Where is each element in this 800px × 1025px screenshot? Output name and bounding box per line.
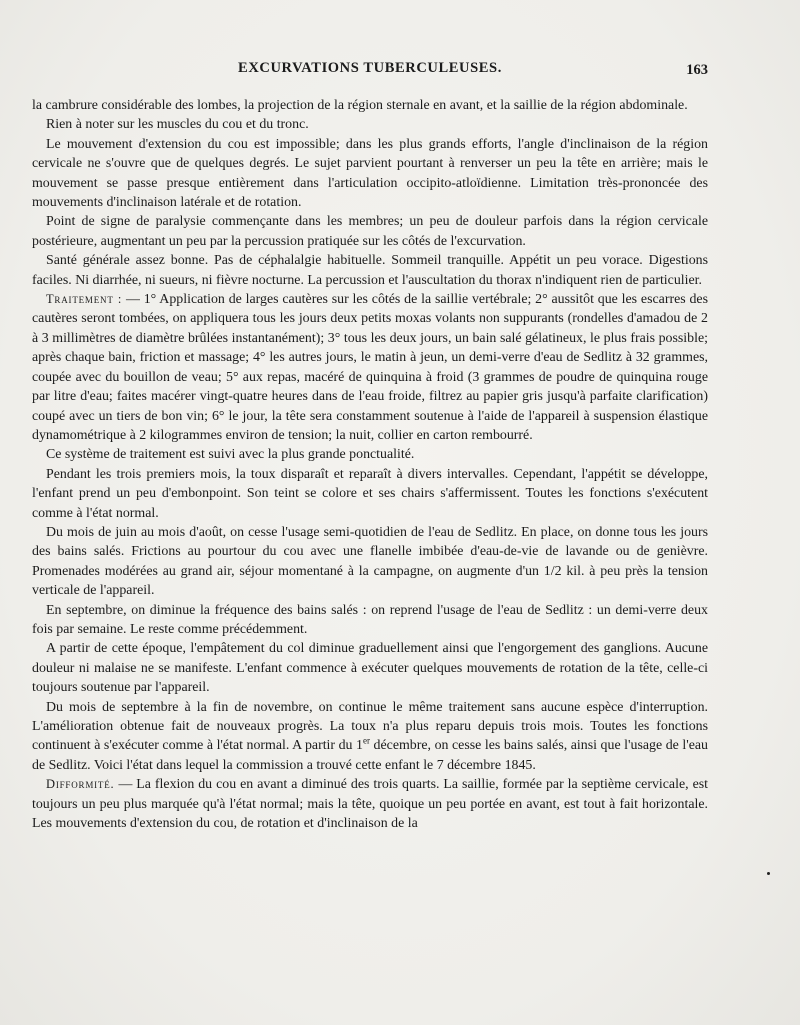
ink-speck bbox=[767, 872, 770, 875]
difformite-text: — La flexion du cou en avant a diminué des trois quarts. La saillie, formée par la septième cervicale, est toujours un peu plus marquée qu'à l'état normal; mais la tête, quoique un peu portée en avant, est tout à fait horizontale. Les mouvements d'extension du cou, de rotation et d'inclinaison de la bbox=[32, 777, 708, 832]
body-text bbox=[32, 96, 708, 833]
december-text-before: Du mois de septembre à la fin de novembre, on continue le même traitement sans aucune espèce d'interruption. L'amélioration obtenue fait de nouveaux progrès. La toux n'a plus reparu depuis trois mois. Toutes les fonctions continuent à s'exécuter comme à l'état normal. A partir du 1 bbox=[32, 699, 708, 754]
traitement-label: Traitement : bbox=[46, 292, 123, 307]
paragraph: la cambrure considérable des lombes, la projection de la région sternale en avant, et la saillie de la région abdominale. bbox=[32, 98, 688, 113]
page-header bbox=[32, 60, 708, 82]
paragraph: Ce système de traitement est suivi avec la plus grande ponctualité. bbox=[46, 447, 415, 463]
december-paragraph bbox=[32, 698, 708, 776]
paragraph: Du mois de juin au mois d'août, on cesse l'usage semi-quotidien de l'eau de Sedlitz. En place, on donne tous les jours des bains salés. Frictions au pourtour du cou avec une flanelle imbibée d'eau-de-vie de lavande ou de genièvre. Promenades modérées au grand air, séjour momentané à la campagne, on augmente d'un 1/2 kil. à peu près la tension verticale de l'appareil. bbox=[32, 524, 708, 599]
paragraph: Pendant les trois premiers mois, la toux disparaît et reparaît à divers intervalles. Cependant, l'appétit se développe, l'enfant prend un peu d'embonpoint. Son teint se colore et ses chairs s'affermissent. Toutes les fonctions s'exécutent comme à l'état normal. bbox=[32, 466, 708, 521]
page-number: 163 bbox=[686, 62, 708, 78]
difformite-label: Difformité. bbox=[46, 777, 115, 792]
paragraph: A partir de cette époque, l'empâtement du col diminue graduellement ainsi que l'engorgement des ganglions. Aucune douleur ni malaise ne se manifeste. L'enfant commence à exécuter quelques mouvements de rotation de la tête, celle-ci toujours soutenue par l'appareil. bbox=[32, 641, 708, 696]
traitement-paragraph bbox=[32, 290, 708, 445]
december-text-after: décembre, on cesse les bains salés, ainsi que l'usage de l'eau de Sedlitz. Voici l'état dans lequel la commission a trouvé cette enfant le 7 décembre 1845. bbox=[32, 738, 709, 773]
paragraph: En septembre, on diminue la fréquence des bains salés : on reprend l'usage de l'eau de Sedlitz : un demi-verre deux fois par semaine. Le reste comme précédemment. bbox=[32, 602, 708, 637]
ordinal-superscript: er bbox=[363, 735, 370, 746]
paragraph: Point de signe de paralysie commençante dans les membres; un peu de douleur parfois dans la région cervicale postérieure, augmentant un peu par la percussion pratiquée sur les côtés de l'excurvation. bbox=[32, 214, 708, 249]
running-title: EXCURVATIONS TUBERCULEUSES. bbox=[238, 60, 502, 76]
difformite-paragraph bbox=[32, 775, 708, 833]
paragraph: Rien à noter sur les muscles du cou et du tronc. bbox=[46, 117, 309, 133]
traitement-text: — 1° Application de larges cautères sur les côtés de la saillie vertébrale; 2° aussitôt que les escarres des cautères seront tombées, on appliquera tous les jours deux petits moxas volants non suppurants (rondelles d'amadou de 2 à 3 millimètres de diamètre brûlées instantanément); 3° tous les deux jours, un bain salé gélatineux, le plus frais possible; après chaque bain, friction et massage; 4° les autres jours, le matin à jeun, un demi-verre d'eau de Sedlitz à 32 grammes, coupée avec du bouillon de veau; 5° aux repas, macéré de quinquina à froid (3 grammes de poudre de quinquina rouge par litre d'eau; faites macérer vingt-quatre heures dans de l'eau froide, filtrez au papier gris jusqu'à parfaite clarification) coupé avec un tiers de bon vin; 6° le jour, la tête sera constamment soutenue à l'aide de l'appareil à suspension élastique dynamométrique à 2 kilogrammes environ de tension; la nuit, collier en carton rembourré. bbox=[32, 292, 708, 443]
paragraph: Le mouvement d'extension du cou est impossible; dans les plus grands efforts, l'angle d'inclinaison de la région cervicale ne s'ouvre que de quelques degrés. Le sujet parvient pourtant à renverser un peu la tête en arrière; mais le mouvement se passe presque entièrement dans l'articulation occipito-atloïdienne. Limitation très-prononcée des mouvements d'inclinaison latérale et de rotation. bbox=[32, 136, 708, 211]
paragraph: Santé générale assez bonne. Pas de céphalalgie habituelle. Sommeil tranquille. Appétit un peu vorace. Digestions faciles. Ni diarrhée, ni sueurs, ni fièvre nocturne. La percussion et l'auscultation du thorax n'indiquent rien de particulier. bbox=[32, 253, 708, 288]
